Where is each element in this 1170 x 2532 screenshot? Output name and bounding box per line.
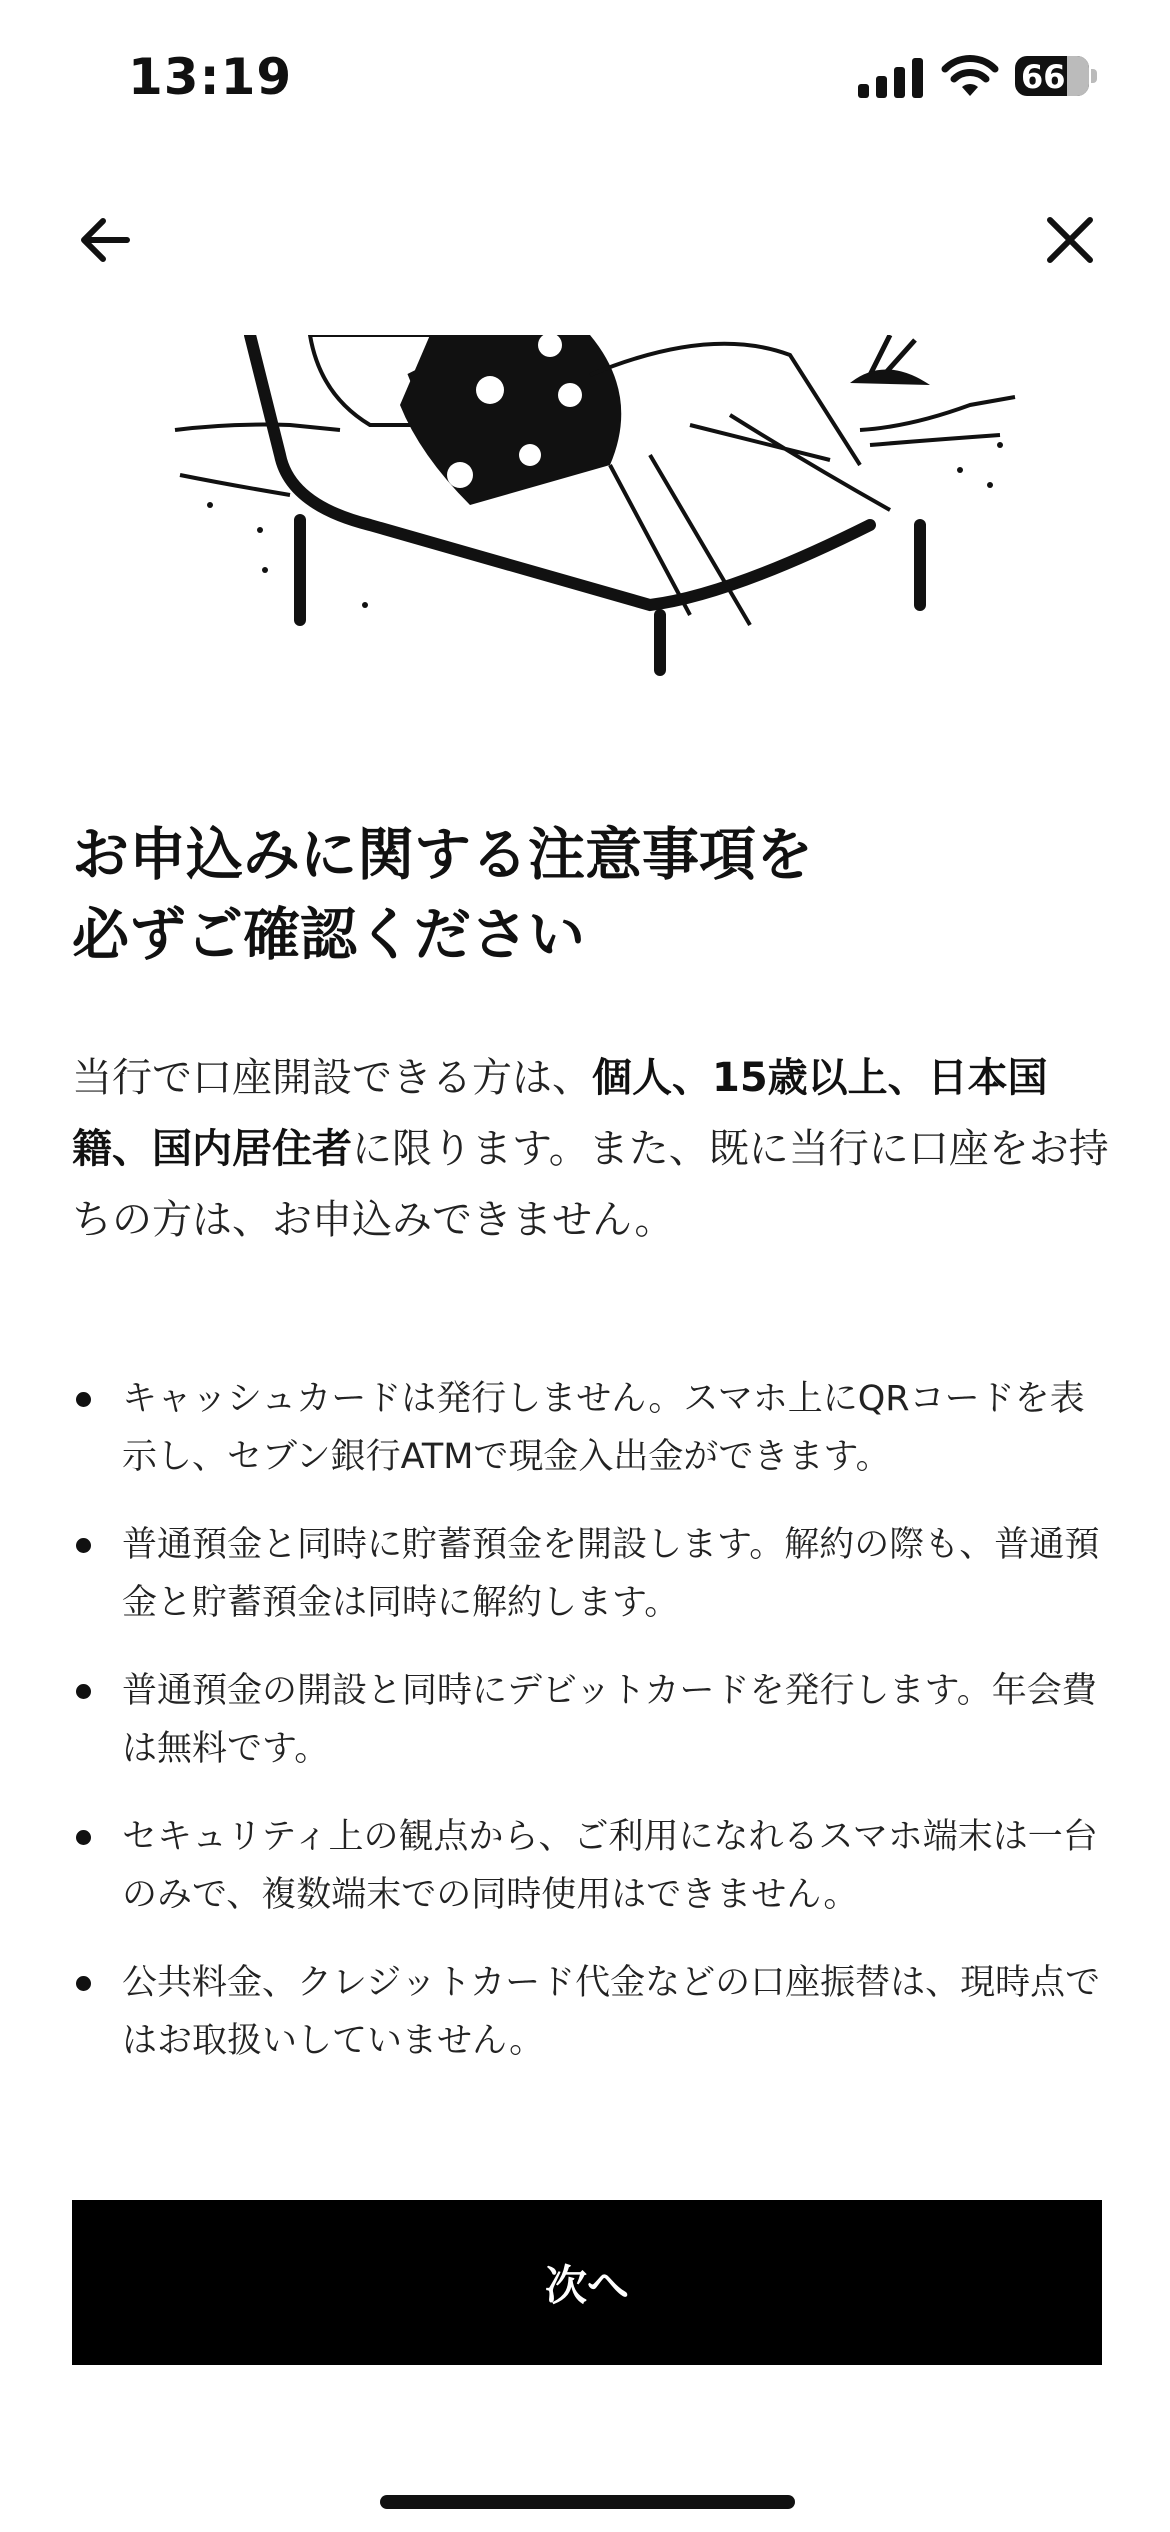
- eligibility-description: [72, 1043, 1112, 1256]
- close-icon[interactable]: [1040, 210, 1100, 270]
- battery-icon: [1015, 56, 1097, 96]
- intro-text-2: に限ります。また、既に当行に口座をお持ちの方は、お申込みできません。: [72, 1126, 1109, 1243]
- notice-item: [72, 1808, 1112, 1924]
- status-bar: [0, 0, 1170, 150]
- intro-text-1: 当行で口座開設できる方は、: [72, 1055, 592, 1101]
- title-line-2: 必ずご確認ください: [72, 902, 585, 968]
- page-title: [72, 815, 1102, 975]
- notice-text: キャッシュカードは発行しません。スマホ上にQRコードを表示し、セブン銀行ATMで現金入出金ができます。: [122, 1379, 1085, 1477]
- next-button[interactable]: 次へ: [72, 2200, 1102, 2365]
- navigation-bar: [0, 200, 1170, 280]
- notice-item: [72, 1954, 1112, 2070]
- bullet-icon: [76, 1538, 91, 1553]
- bullet-icon: [76, 1830, 91, 1845]
- notice-item: [72, 1370, 1112, 1486]
- intro-highlight: 個人、15歳以上、日本国籍、国内居住者: [72, 1055, 1048, 1172]
- notice-text: 普通預金と同時に貯蓄預金を開設します。解約の際も、普通預金と貯蓄預金は同時に解約します。: [122, 1525, 1100, 1623]
- beach-chair-illustration: [170, 335, 1030, 685]
- bullet-icon: [76, 1976, 91, 1991]
- bullet-icon: [76, 1684, 91, 1699]
- notice-item: [72, 1516, 1112, 1632]
- notice-text: セキュリティ上の観点から、ご利用になれるスマホ端末は一台のみで、複数端末での同時使用はできません。: [122, 1817, 1098, 1915]
- status-time: 13:19: [128, 48, 293, 106]
- notice-text: 公共料金、クレジットカード代金などの口座振替は、現時点ではお取扱いしていません。: [122, 1963, 1101, 2061]
- notice-text: 普通預金の開設と同時にデビットカードを発行します。年会費は無料です。: [122, 1671, 1097, 1769]
- notice-item: [72, 1662, 1112, 1778]
- wifi-icon: [940, 52, 1000, 98]
- cellular-signal-icon: [858, 58, 924, 98]
- notice-list: [72, 1370, 1112, 2100]
- arrow-left-icon[interactable]: [75, 210, 135, 270]
- title-line-1: お申込みに関する注意事項を: [72, 822, 813, 888]
- home-indicator[interactable]: [380, 2495, 795, 2509]
- bullet-icon: [76, 1392, 91, 1407]
- battery-level: 66: [1021, 58, 1066, 96]
